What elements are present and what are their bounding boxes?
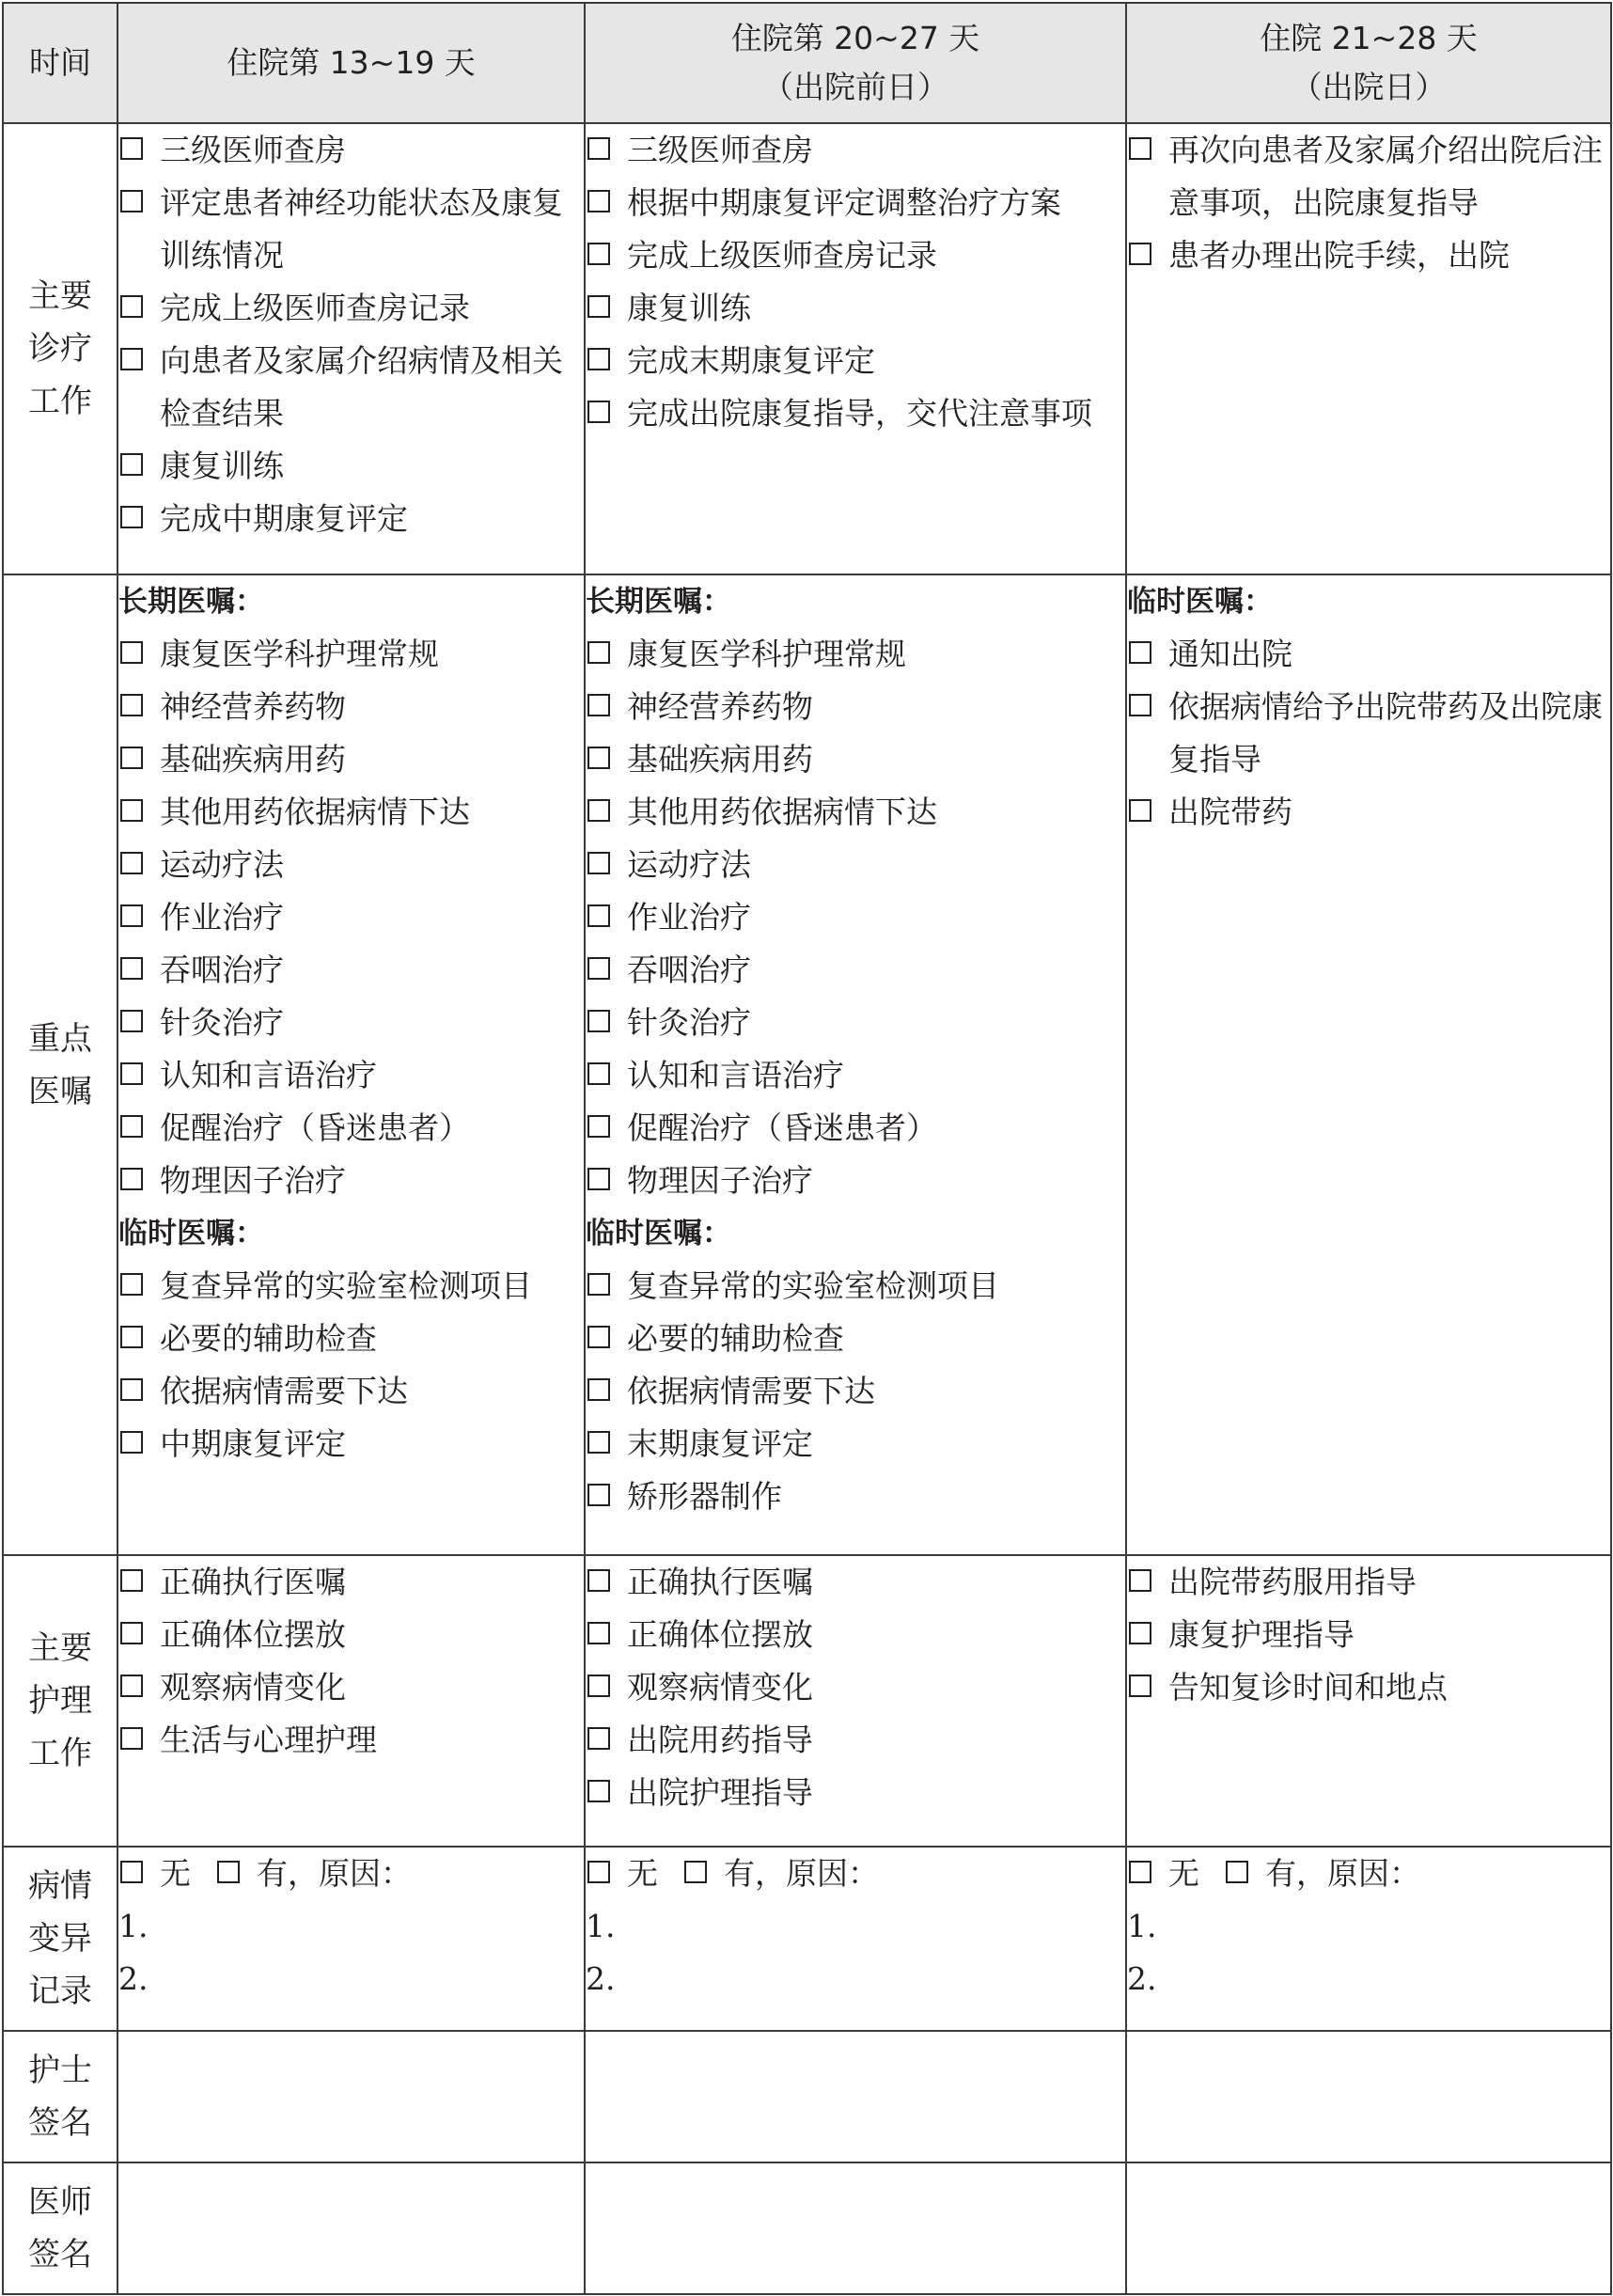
checkbox-icon[interactable] — [1129, 1675, 1151, 1697]
item-label: 完成出院康复指导，交代注意事项 — [627, 395, 1092, 432]
item-label: 生活与心理护理 — [160, 1722, 377, 1758]
checkbox-item[interactable] — [586, 1418, 1125, 1470]
nurse-sign-col3[interactable] — [1126, 2031, 1611, 2162]
checkbox-icon[interactable] — [120, 641, 143, 664]
checkbox-item[interactable] — [586, 1556, 1125, 1609]
checkbox-icon[interactable] — [1129, 1622, 1151, 1644]
row-diagnosis — [3, 123, 1611, 574]
diagnosis-col3 — [1126, 123, 1611, 574]
checkbox-icon[interactable] — [587, 1115, 610, 1138]
checkbox-icon[interactable] — [120, 1378, 143, 1401]
item-label: 完成末期康复评定 — [627, 342, 875, 379]
checkbox-item[interactable] — [586, 229, 1125, 282]
checkbox-icon[interactable] — [120, 1861, 143, 1883]
item-label: 基础疾病用药 — [627, 741, 813, 778]
checkbox-icon[interactable] — [587, 1378, 610, 1401]
checkbox-icon[interactable] — [120, 852, 143, 874]
checkbox-item[interactable] — [1127, 681, 1610, 786]
checkbox-icon[interactable] — [1129, 641, 1151, 664]
item-label: 促醒治疗（昏迷患者） — [160, 1109, 470, 1146]
checkbox-item[interactable] — [586, 177, 1125, 229]
row-orders-label — [3, 574, 117, 1555]
checkbox-icon[interactable] — [587, 1326, 610, 1348]
checkbox-icon[interactable] — [1129, 1569, 1151, 1592]
checkbox-item[interactable] — [118, 1155, 584, 1207]
label-line: 护士 — [28, 2052, 92, 2089]
checkbox-item[interactable] — [118, 1714, 584, 1767]
checkbox-item[interactable] — [1127, 1661, 1610, 1714]
checkbox-item[interactable] — [586, 1102, 1125, 1155]
item-label: 三级医师查房 — [160, 132, 346, 168]
checkbox-icon[interactable] — [587, 1569, 610, 1592]
checkbox-icon[interactable] — [120, 1168, 143, 1190]
header-time: 时间 — [3, 3, 117, 123]
checkbox-icon[interactable] — [120, 1326, 143, 1348]
checkbox-item[interactable] — [586, 839, 1125, 891]
checkbox-item[interactable] — [586, 997, 1125, 1049]
row-variance — [3, 1847, 1611, 2031]
checkbox-icon[interactable] — [587, 904, 610, 927]
checkbox-icon[interactable] — [217, 1861, 240, 1883]
item-label: 正确体位摆放 — [160, 1616, 346, 1653]
checkbox-item[interactable] — [586, 387, 1125, 440]
item-label: 促醒治疗（昏迷患者） — [627, 1109, 937, 1146]
label-line: 诊疗 — [28, 330, 92, 368]
checkbox-item[interactable] — [586, 282, 1125, 335]
checkbox-icon[interactable] — [120, 506, 143, 528]
item-label: 针灸治疗 — [627, 1004, 751, 1041]
checkbox-item[interactable] — [118, 1313, 584, 1365]
checkbox-item[interactable] — [118, 839, 584, 891]
item-label: 其他用药依据病情下达 — [160, 794, 470, 830]
temporary-orders-heading: 临时医嘱： — [586, 1217, 731, 1250]
doctor-sign-col2[interactable] — [585, 2162, 1126, 2294]
option-label: 有，原因： — [724, 1855, 879, 1892]
checkbox-item[interactable] — [1127, 1556, 1610, 1609]
variance-col2 — [585, 1847, 1126, 2031]
row-nursing — [3, 1555, 1611, 1847]
header-col2 — [585, 3, 1126, 123]
item-label: 完成上级医师查房记录 — [160, 290, 470, 326]
checkbox-icon[interactable] — [587, 1168, 610, 1190]
header-col2-line1: 住院第 20~27 天 — [730, 20, 980, 56]
checkbox-icon[interactable] — [587, 1727, 610, 1750]
checkbox-icon[interactable] — [587, 957, 610, 980]
checkbox-icon[interactable] — [587, 1484, 610, 1506]
nursing-col3 — [1126, 1555, 1611, 1847]
variance-reason-1[interactable]: 1. — [118, 1908, 149, 1944]
label-line: 护理 — [28, 1682, 92, 1720]
item-label: 必要的辅助检查 — [627, 1320, 844, 1357]
checkbox-item[interactable] — [586, 681, 1125, 733]
checkbox-icon[interactable] — [1129, 137, 1151, 160]
variance-col1 — [117, 1847, 585, 2031]
item-label: 出院带药服用指导 — [1168, 1564, 1417, 1600]
item-label: 物理因子治疗 — [627, 1162, 813, 1199]
header-row — [3, 3, 1611, 123]
checkbox-icon[interactable] — [1129, 243, 1151, 265]
item-label: 向患者及家属介绍病情及相关检查结果 — [160, 342, 563, 432]
variance-options — [118, 1848, 584, 1900]
item-label: 神经营养药物 — [160, 688, 346, 725]
label-line: 签名 — [28, 2104, 92, 2142]
row-nurse-sign-label — [3, 2031, 117, 2162]
long-term-orders-heading: 长期医嘱： — [118, 585, 264, 619]
variance-reason-2[interactable]: 2. — [1127, 1960, 1157, 1997]
checkbox-item[interactable] — [586, 628, 1125, 681]
variance-options — [586, 1848, 1125, 1900]
checkbox-icon[interactable] — [120, 957, 143, 980]
item-label: 吞咽治疗 — [160, 951, 284, 988]
label-line: 医师 — [28, 2183, 92, 2221]
item-label: 康复护理指导 — [1168, 1616, 1355, 1653]
doctor-sign-col1[interactable] — [117, 2162, 585, 2294]
checkbox-icon[interactable] — [587, 747, 610, 769]
checkbox-icon[interactable] — [684, 1861, 707, 1883]
checkbox-item[interactable] — [118, 628, 584, 681]
item-label: 认知和言语治疗 — [160, 1057, 377, 1093]
header-col3-line1: 住院 21~28 天 — [1260, 20, 1478, 56]
row-doctor-sign-label — [3, 2162, 117, 2294]
item-label: 中期康复评定 — [160, 1425, 346, 1462]
checkbox-icon[interactable] — [587, 190, 610, 212]
item-label: 末期康复评定 — [627, 1425, 813, 1462]
item-label: 观察病情变化 — [160, 1669, 346, 1706]
checkbox-icon[interactable] — [120, 799, 143, 822]
checkbox-item[interactable] — [586, 1365, 1125, 1418]
temporary-orders-heading: 临时医嘱： — [1127, 585, 1273, 619]
label-line: 主要 — [28, 1629, 92, 1667]
variance-options — [1127, 1848, 1610, 1900]
nurse-sign-col1[interactable] — [117, 2031, 585, 2162]
checkbox-icon[interactable] — [120, 904, 143, 927]
variance-none-option[interactable] — [118, 1848, 191, 1900]
label-line: 工作 — [28, 1735, 92, 1772]
item-label: 针灸治疗 — [160, 1004, 284, 1041]
item-label: 告知复诊时间和地点 — [1168, 1669, 1448, 1706]
checkbox-item[interactable] — [118, 1418, 584, 1470]
item-label: 必要的辅助检查 — [160, 1320, 377, 1357]
header-col3-line2: （出院日） — [1291, 69, 1447, 105]
checkbox-icon[interactable] — [120, 1115, 143, 1138]
checkbox-item[interactable] — [1127, 1609, 1610, 1661]
checkbox-item[interactable] — [586, 1470, 1125, 1523]
item-label: 出院用药指导 — [627, 1722, 813, 1758]
checkbox-item[interactable] — [118, 493, 584, 545]
label-line: 主要 — [28, 277, 92, 315]
checkbox-item[interactable] — [118, 1365, 584, 1418]
checkbox-item[interactable] — [118, 440, 584, 493]
checkbox-item[interactable] — [586, 1661, 1125, 1714]
checkbox-icon[interactable] — [587, 243, 610, 265]
row-doctor-sign — [3, 2162, 1611, 2294]
item-label: 复查异常的实验室检测项目 — [627, 1267, 999, 1304]
item-label: 依据病情给予出院带药及出院康复指导 — [1168, 688, 1603, 778]
row-nurse-sign — [3, 2031, 1611, 2162]
checkbox-item[interactable] — [118, 1609, 584, 1661]
label-line: 变异 — [28, 1920, 92, 1958]
checkbox-item[interactable] — [118, 1661, 584, 1714]
checkbox-item[interactable] — [118, 997, 584, 1049]
item-label: 评定患者神经功能状态及康复训练情况 — [160, 184, 563, 274]
checkbox-icon[interactable] — [587, 1780, 610, 1802]
label-line: 病情 — [28, 1867, 92, 1905]
checkbox-icon[interactable] — [120, 1062, 143, 1085]
item-label: 神经营养药物 — [627, 688, 813, 725]
header-col1: 住院第 13~19 天 — [117, 3, 585, 123]
item-label: 康复训练 — [627, 290, 751, 326]
option-label: 有，原因： — [257, 1855, 412, 1892]
checkbox-item[interactable] — [118, 944, 584, 997]
doctor-sign-col3[interactable] — [1126, 2162, 1611, 2294]
row-nursing-label — [3, 1555, 117, 1847]
item-label: 三级医师查房 — [627, 132, 813, 168]
item-label: 矫形器制作 — [627, 1478, 782, 1515]
checkbox-item[interactable] — [1127, 124, 1610, 229]
checkbox-icon[interactable] — [587, 1861, 610, 1883]
checkbox-item[interactable] — [118, 124, 584, 177]
checkbox-item[interactable] — [118, 1049, 584, 1102]
checkbox-item[interactable] — [118, 786, 584, 839]
checkbox-icon[interactable] — [1129, 694, 1151, 716]
item-label: 再次向患者及家属介绍出院后注意事项，出院康复指导 — [1168, 132, 1603, 221]
checkbox-icon[interactable] — [1129, 1861, 1151, 1883]
variance-none-option[interactable] — [586, 1848, 658, 1900]
header-col3 — [1126, 3, 1611, 123]
orders-col1 — [117, 574, 585, 1555]
item-label: 出院带药 — [1168, 794, 1292, 830]
item-label: 康复医学科护理常规 — [627, 636, 906, 672]
checkbox-icon[interactable] — [1129, 799, 1151, 822]
checkbox-item[interactable] — [1127, 628, 1610, 681]
checkbox-icon[interactable] — [120, 1675, 143, 1697]
checkbox-item[interactable] — [118, 177, 584, 282]
checkbox-item[interactable] — [586, 124, 1125, 177]
variance-yes-option[interactable] — [215, 1848, 412, 1900]
item-label: 复查异常的实验室检测项目 — [160, 1267, 532, 1304]
checkbox-icon[interactable] — [587, 641, 610, 664]
checkbox-icon[interactable] — [587, 1273, 610, 1296]
checkbox-item[interactable] — [586, 1155, 1125, 1207]
checkbox-icon[interactable] — [587, 1675, 610, 1697]
option-label: 无 — [160, 1855, 191, 1892]
checkbox-icon[interactable] — [1226, 1861, 1248, 1883]
checkbox-icon[interactable] — [587, 137, 610, 160]
option-label: 有，原因： — [1265, 1855, 1420, 1892]
row-variance-label — [3, 1847, 117, 2031]
item-label: 物理因子治疗 — [160, 1162, 346, 1199]
variance-reason-1[interactable]: 1. — [586, 1908, 616, 1944]
checkbox-icon[interactable] — [120, 295, 143, 318]
nursing-col1 — [117, 1555, 585, 1847]
checkbox-icon[interactable] — [587, 295, 610, 318]
item-label: 根据中期康复评定调整治疗方案 — [627, 184, 1061, 221]
item-label: 认知和言语治疗 — [627, 1057, 844, 1093]
checkbox-item[interactable] — [118, 282, 584, 335]
item-label: 依据病情需要下达 — [627, 1373, 875, 1409]
label-line: 签名 — [28, 2236, 92, 2273]
checkbox-icon[interactable] — [120, 1010, 143, 1032]
label-line: 重点 — [28, 1019, 92, 1058]
diagnosis-col2 — [585, 123, 1126, 574]
checkbox-item[interactable] — [586, 1260, 1125, 1313]
checkbox-item[interactable] — [586, 1313, 1125, 1365]
item-label: 通知出院 — [1168, 636, 1292, 672]
checkbox-icon[interactable] — [120, 747, 143, 769]
checkbox-icon[interactable] — [120, 190, 143, 212]
item-label: 正确体位摆放 — [627, 1616, 813, 1653]
label-line: 记录 — [28, 1973, 92, 2010]
checkbox-item[interactable] — [586, 1767, 1125, 1819]
checkbox-icon[interactable] — [587, 1010, 610, 1032]
checkbox-item[interactable] — [586, 1609, 1125, 1661]
item-label: 其他用药依据病情下达 — [627, 794, 937, 830]
checkbox-icon[interactable] — [587, 852, 610, 874]
variance-reason-1[interactable]: 1. — [1127, 1908, 1157, 1944]
checkbox-icon[interactable] — [120, 453, 143, 476]
variance-none-option[interactable] — [1127, 1848, 1199, 1900]
checkbox-item[interactable] — [586, 733, 1125, 786]
variance-reason-2[interactable]: 2. — [118, 1960, 149, 1997]
checkbox-icon[interactable] — [120, 1431, 143, 1454]
orders-col2 — [585, 574, 1126, 1555]
item-label: 正确执行医嘱 — [160, 1564, 346, 1600]
checkbox-item[interactable] — [118, 1260, 584, 1313]
nursing-col2 — [585, 1555, 1126, 1847]
checkbox-icon[interactable] — [120, 1273, 143, 1296]
checkbox-icon[interactable] — [587, 1431, 610, 1454]
checkbox-item[interactable] — [586, 335, 1125, 387]
item-label: 依据病情需要下达 — [160, 1373, 408, 1409]
item-label: 基础疾病用药 — [160, 741, 346, 778]
checkbox-item[interactable] — [118, 1556, 584, 1609]
checkbox-item[interactable] — [586, 1714, 1125, 1767]
checkbox-item[interactable] — [1127, 786, 1610, 839]
item-label: 康复医学科护理常规 — [160, 636, 439, 672]
header-col2-line2: （出院前日） — [762, 69, 948, 105]
checkbox-icon[interactable] — [120, 1569, 143, 1592]
item-label: 作业治疗 — [160, 899, 284, 936]
item-label: 观察病情变化 — [627, 1669, 813, 1706]
item-label: 康复训练 — [160, 448, 284, 484]
item-label: 完成中期康复评定 — [160, 500, 408, 537]
variance-reason-2[interactable]: 2. — [586, 1960, 616, 1997]
item-label: 患者办理出院手续，出院 — [1168, 237, 1510, 274]
item-label: 完成上级医师查房记录 — [627, 237, 937, 274]
checkbox-item[interactable] — [586, 891, 1125, 944]
checkbox-icon[interactable] — [120, 1622, 143, 1644]
label-line: 医嘱 — [28, 1072, 92, 1110]
checkbox-icon[interactable] — [587, 348, 610, 370]
checkbox-item[interactable] — [118, 733, 584, 786]
checkbox-item[interactable] — [586, 786, 1125, 839]
checkbox-icon[interactable] — [587, 1062, 610, 1085]
variance-yes-option[interactable] — [1224, 1848, 1420, 1900]
row-orders — [3, 574, 1611, 1555]
checkbox-item[interactable] — [118, 681, 584, 733]
checkbox-item[interactable] — [118, 891, 584, 944]
checkbox-icon[interactable] — [120, 137, 143, 160]
diagnosis-col1 — [117, 123, 585, 574]
orders-col3 — [1126, 574, 1611, 1555]
checkbox-icon[interactable] — [120, 348, 143, 370]
row-diagnosis-label — [3, 123, 117, 574]
option-label: 无 — [1168, 1855, 1199, 1892]
label-line: 工作 — [28, 383, 92, 420]
checkbox-item[interactable] — [586, 944, 1125, 997]
variance-col3 — [1126, 1847, 1611, 2031]
item-label: 吞咽治疗 — [627, 951, 751, 988]
option-label: 无 — [627, 1855, 658, 1892]
long-term-orders-heading: 长期医嘱： — [586, 585, 731, 619]
temporary-orders-heading: 临时医嘱： — [118, 1217, 264, 1250]
checkbox-icon[interactable] — [587, 401, 610, 423]
checkbox-icon[interactable] — [587, 1622, 610, 1644]
item-label: 作业治疗 — [627, 899, 751, 936]
checkbox-icon[interactable] — [587, 799, 610, 822]
checkbox-item[interactable] — [118, 335, 584, 440]
checkbox-item[interactable] — [118, 1102, 584, 1155]
checkbox-item[interactable] — [586, 1049, 1125, 1102]
nurse-sign-col2[interactable] — [585, 2031, 1126, 2162]
checkbox-icon[interactable] — [120, 694, 143, 716]
item-label: 出院护理指导 — [627, 1774, 813, 1811]
item-label: 正确执行医嘱 — [627, 1564, 813, 1600]
checkbox-icon[interactable] — [587, 694, 610, 716]
item-label: 运动疗法 — [160, 846, 284, 883]
checkbox-icon[interactable] — [120, 1727, 143, 1750]
item-label: 运动疗法 — [627, 846, 751, 883]
clinical-pathway-table — [2, 2, 1612, 2295]
checkbox-item[interactable] — [1127, 229, 1610, 282]
variance-yes-option[interactable] — [682, 1848, 879, 1900]
